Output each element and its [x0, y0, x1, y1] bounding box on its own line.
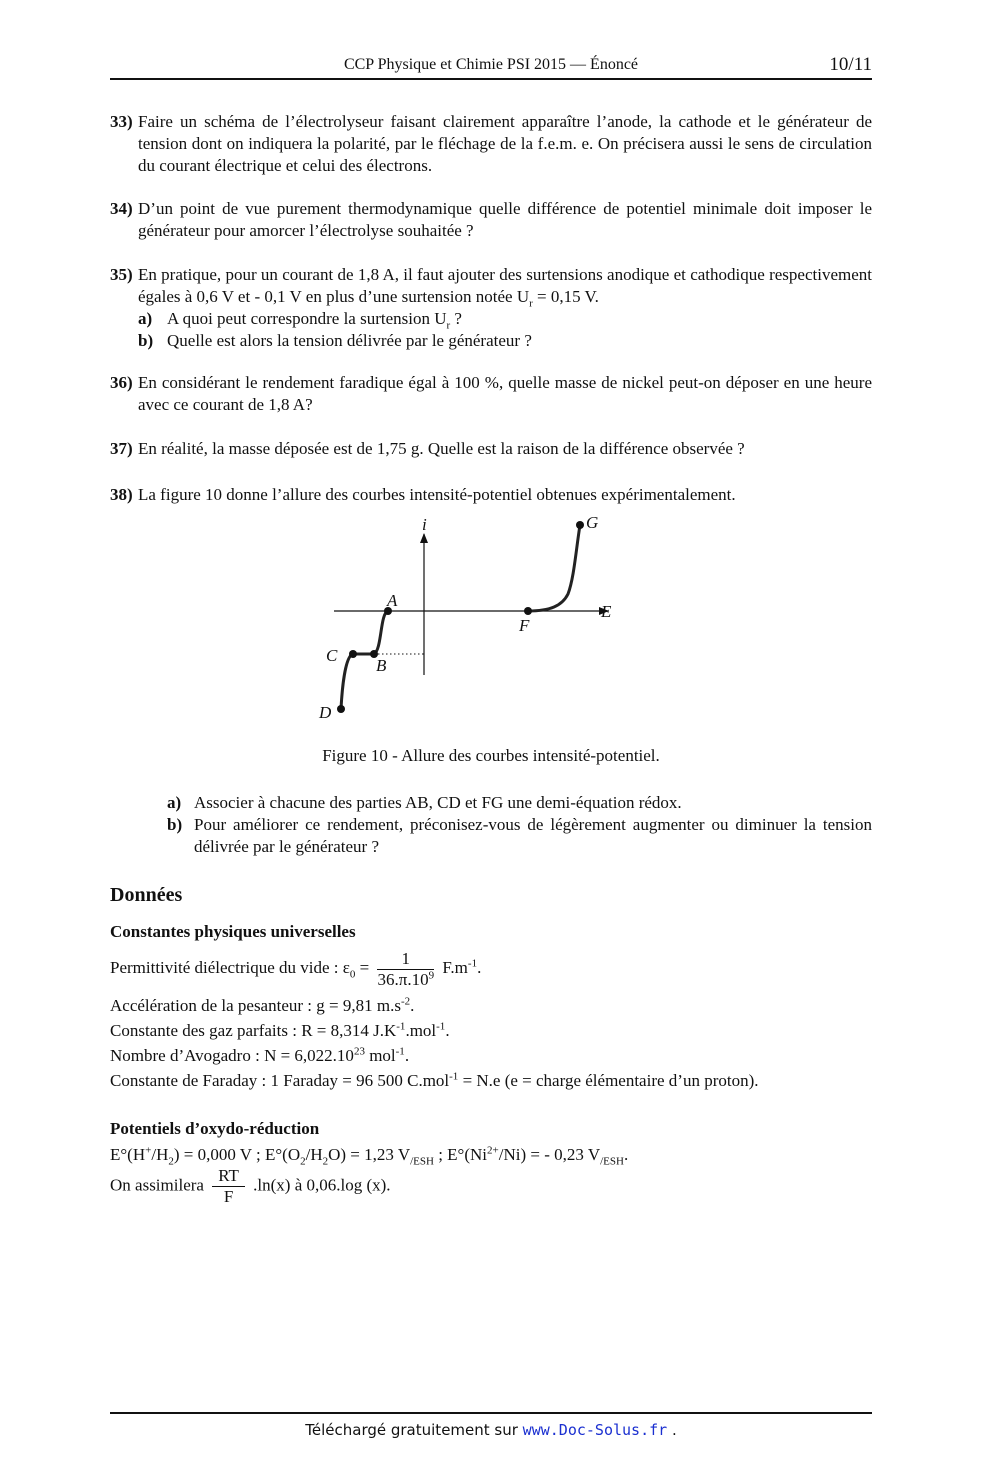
figure-10 [310, 510, 640, 725]
point-d [337, 705, 345, 713]
sub-question-a: a) Associer à chacune des parties AB, CD et FG une demi-équation rédox. [167, 793, 682, 812]
header-rule [110, 78, 872, 80]
question-33 [110, 111, 872, 177]
faraday-line: Constante de Faraday : 1 Faraday = 96 500 C.mol$^{-1}$ = N.e (e = charge élémentaire d’un proton). [110, 1070, 759, 1090]
axis-label-i: i [422, 515, 427, 534]
question-text: En considérant le rendement faradique égal à 100 %, quelle masse de nickel peut-on déposer en une heure avec ce courant de 1,8 A? [138, 373, 872, 414]
permittivity-line: Permittivité diélectrique du vide : $\varepsilon_0$ = $\frac{1}{36.\pi.10^9}$ $F.m^{-1}$. [110, 948, 482, 989]
point-f [524, 607, 532, 615]
sub-question-a: a) A quoi peut correspondre la surtension $U_r$ ? [138, 309, 462, 332]
label-b: B [376, 656, 387, 675]
doc-solus-link[interactable]: www.Doc-Solus.fr [522, 1421, 668, 1439]
header-title: CCP Physique et Chimie PSI 2015 — Énoncé [343, 56, 639, 73]
sub-question-b: b) Pour améliorer ce rendement, préconisez-vous de légèrement augmenter ou diminuer la tension délivrée par le générateur ? [167, 815, 872, 856]
question-number: 37) [110, 439, 133, 458]
redox-potentials-line: $E^\circ(H^+/H_2) = 0,000$ V ; $E^\circ(O_2/H_2O) = 1,23$ $V_{/ESH}$ ; $E^\circ(Ni^{2+}/Ni)$ = - 0,23 $V_{/ESH}$. [110, 1144, 629, 1168]
label-g: G [586, 513, 599, 532]
question-36 [110, 372, 872, 416]
gas-constant-line: Constante des gaz parfaits : R = 8,314 $J.K^{-1}.mol^{-1}$. [110, 1020, 450, 1040]
curve-fg [528, 525, 580, 611]
redox-title: Potentiels d’oxydo-réduction [110, 1119, 320, 1138]
question-text: D’un point de vue purement thermodynamique quelle différence de potentiel minimale doit imposer le générateur pour amorcer l’électrolyse souhaitée ? [138, 199, 872, 240]
question-35 [110, 264, 872, 352]
question-number: 34) [110, 199, 133, 218]
footer-rule [110, 1412, 872, 1414]
question-number: 36) [110, 373, 133, 392]
question-text: En pratique, pour un courant de 1,8 A, il faut ajouter des surtensions anodique et cathodique respectivement égales à 0,6 V et - 0,1 V en plus d’une surtension notée $U_r = 0,15$ V. a) A quoi peut correspondre la surtension $U_r$ ? b) Quelle est alors la tension délivrée par le générateur ? [138, 265, 872, 350]
label-d: D [319, 703, 332, 722]
label-f: F [519, 616, 530, 635]
question-number: 35) [110, 265, 133, 284]
question-text: En réalité, la masse déposée est de 1,75 g. Quelle est la raison de la différence observée ? [138, 439, 745, 458]
page-footer: Téléchargé gratuitement sur www.Doc-Solus.fr . [305, 1421, 677, 1439]
intensity-potential-diagram [310, 510, 640, 725]
assimilation-line: On assimilera $\frac{RT}{F}$ .ln(x) à 0,06.log (x). [110, 1166, 391, 1206]
section-title: Données [110, 884, 183, 906]
rt-over-f-fraction: $\frac{RT}{F}$ [212, 1166, 245, 1207]
question-number: 38) [110, 485, 133, 504]
gravity-line: Accélération de la pesanteur : g = 9,81 $m.s^{-2}$. [110, 995, 415, 1015]
data-section [110, 884, 872, 1207]
page-header [110, 56, 872, 78]
point-c [349, 650, 357, 658]
question-number: 33) [110, 112, 133, 131]
point-g [576, 521, 584, 529]
sub-question-b: b) Quelle est alors la tension délivrée par le générateur ? [138, 331, 532, 350]
question-34 [110, 198, 872, 242]
permittivity-fraction: $\frac{1}{36.\pi.10^9}$ [377, 948, 435, 989]
question-text: Faire un schéma de l’électrolyseur faisant clairement apparaître l’anode, la cathode et le générateur de tension dont on indiquera la polarité, par le fléchage de la f.e.m. e. On précisera aussi le sens de circulation du courant électrique et celui des électrons. [138, 112, 872, 175]
question-38 [110, 484, 872, 506]
question-38-subs [167, 792, 872, 858]
label-c: C [326, 646, 338, 665]
constants-title: Constantes physiques universelles [110, 922, 356, 941]
label-a: A [387, 591, 398, 610]
avogadro-line: Nombre d’Avogadro : $N = 6,022.10^{23}$ mol$^{-1}$. [110, 1045, 410, 1065]
page-number: 10/11 [829, 54, 872, 75]
figure-caption: Figure 10 - Allure des courbes intensité-potentiel. [322, 746, 660, 765]
question-text: La figure 10 donne l’allure des courbes intensité-potentiel obtenues expérimentalement. [138, 485, 736, 504]
question-37 [110, 438, 872, 460]
axis-label-e: E [601, 602, 612, 621]
